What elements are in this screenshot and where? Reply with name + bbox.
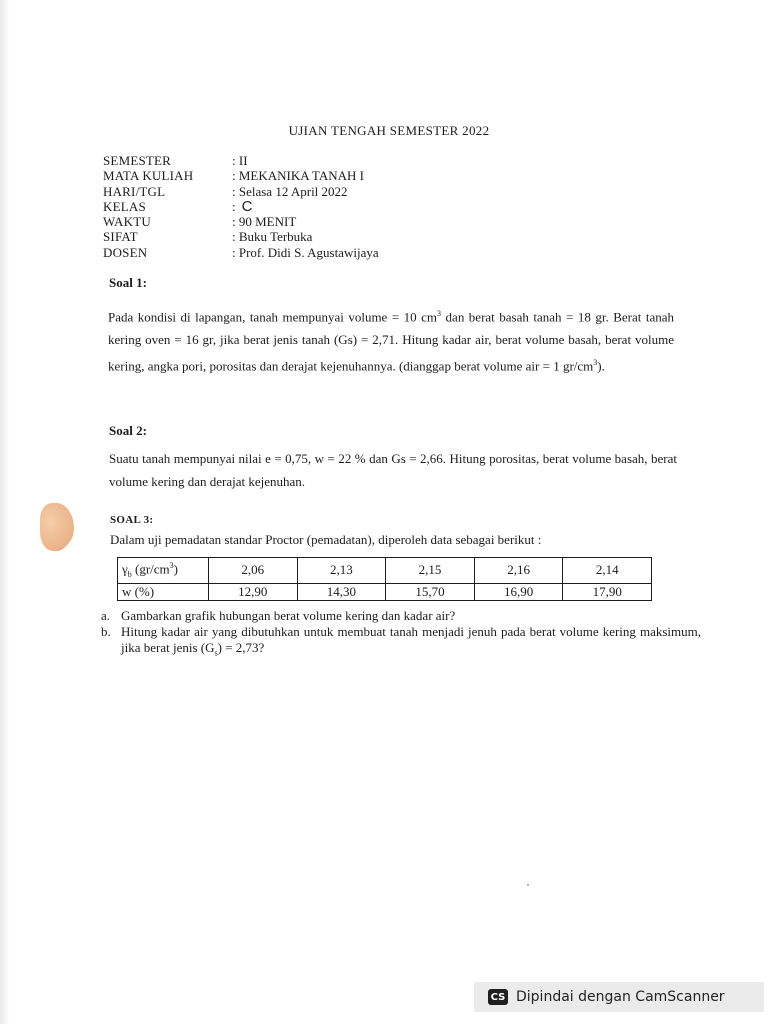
info-row-mata-kuliah: MATA KULIAH : MEKANIKA TANAH I bbox=[103, 168, 364, 184]
table-cell: 2,13 bbox=[297, 558, 386, 584]
info-row-sifat: SIFAT : Buku Terbuka bbox=[103, 229, 313, 245]
soal-1-text: Pada kondisi di lapangan, tanah mempunyai volume = 10 $cm^3$ dan berat basah tanah = 18 gr. Berat tanah kering oven = 16 gr, jika berat jenis tanah (Gs) = 2,71. Hitung kadar air, berat volume basah, berat volume kering, angka pori, porositas dan derajat kejenuhannya. (dianggap berat volume air = 1 $gr/cm^3$). bbox=[108, 309, 675, 374]
soal-3-intro: Dalam uji pemadatan standar Proctor (pemadatan), diperoleh data sebagai berikut : bbox=[110, 532, 542, 547]
soal-2-text: Suatu tanah mempunyai nilai e = 0,75, w = 22 % dan Gs = 2,66. Hitung porositas, berat volume basah, berat volume kering dan derajat kejenuhan. bbox=[109, 451, 677, 489]
handwritten-class: C bbox=[241, 197, 253, 215]
watermark-label: Dipindai dengan CamScanner bbox=[516, 989, 725, 1005]
list-item: a. Gambarkan grafik hubungan berat volume kering dan kadar air? bbox=[101, 608, 456, 623]
table-cell: 16,90 bbox=[474, 583, 563, 600]
camscanner-watermark bbox=[474, 982, 764, 1012]
camscanner-logo-icon: CS bbox=[488, 989, 508, 1005]
table-row bbox=[118, 583, 652, 600]
finger-smudge bbox=[40, 503, 74, 551]
info-row-waktu: WAKTU : 90 MENIT bbox=[103, 214, 297, 230]
soal-2-heading: Soal 2: bbox=[109, 423, 147, 438]
exam-info bbox=[103, 153, 379, 260]
soal-3-questions bbox=[101, 608, 701, 662]
info-row-semester: SEMESTER : II bbox=[103, 153, 248, 168]
table-cell: 2,15 bbox=[386, 558, 475, 584]
proctor-data-table bbox=[117, 557, 652, 601]
scan-speck bbox=[527, 884, 529, 886]
table-cell: 2,14 bbox=[563, 558, 652, 584]
table-cell: 12,90 bbox=[209, 583, 298, 600]
table-cell: 15,70 bbox=[386, 583, 475, 600]
table-cell: 17,90 bbox=[563, 583, 652, 600]
info-row-hari-tgl: HARI/TGL : Selasa 12 April 2022 bbox=[103, 183, 348, 199]
exam-title: UJIAN TENGAH SEMESTER 2022 bbox=[288, 123, 490, 138]
table-cell: 14,30 bbox=[297, 583, 386, 600]
soal-3-heading: SOAL 3: bbox=[110, 514, 154, 526]
info-row-kelas: KELAS : C bbox=[103, 197, 253, 215]
row-label-water-content: w (%) bbox=[118, 583, 209, 600]
info-row-dosen: DOSEN : Prof. Didi S. Agustawijaya bbox=[103, 244, 379, 260]
row-label-dry-unit-weight: $\gamma_b$ $(gr/cm^3)$ bbox=[118, 558, 209, 584]
table-row bbox=[118, 558, 652, 584]
soal-1-heading: Soal 1: bbox=[109, 275, 147, 290]
scan-edge-shadow bbox=[0, 0, 10, 1024]
list-item: b. Hitung kadar air yang dibutuhkan untuk membuat tanah menjadi jenuh pada berat volume kering maksimum, jika berat jenis $(G_s) = 2,73$? bbox=[101, 624, 701, 658]
table-cell: 2,06 bbox=[209, 558, 298, 584]
table-cell: 2,16 bbox=[474, 558, 563, 584]
